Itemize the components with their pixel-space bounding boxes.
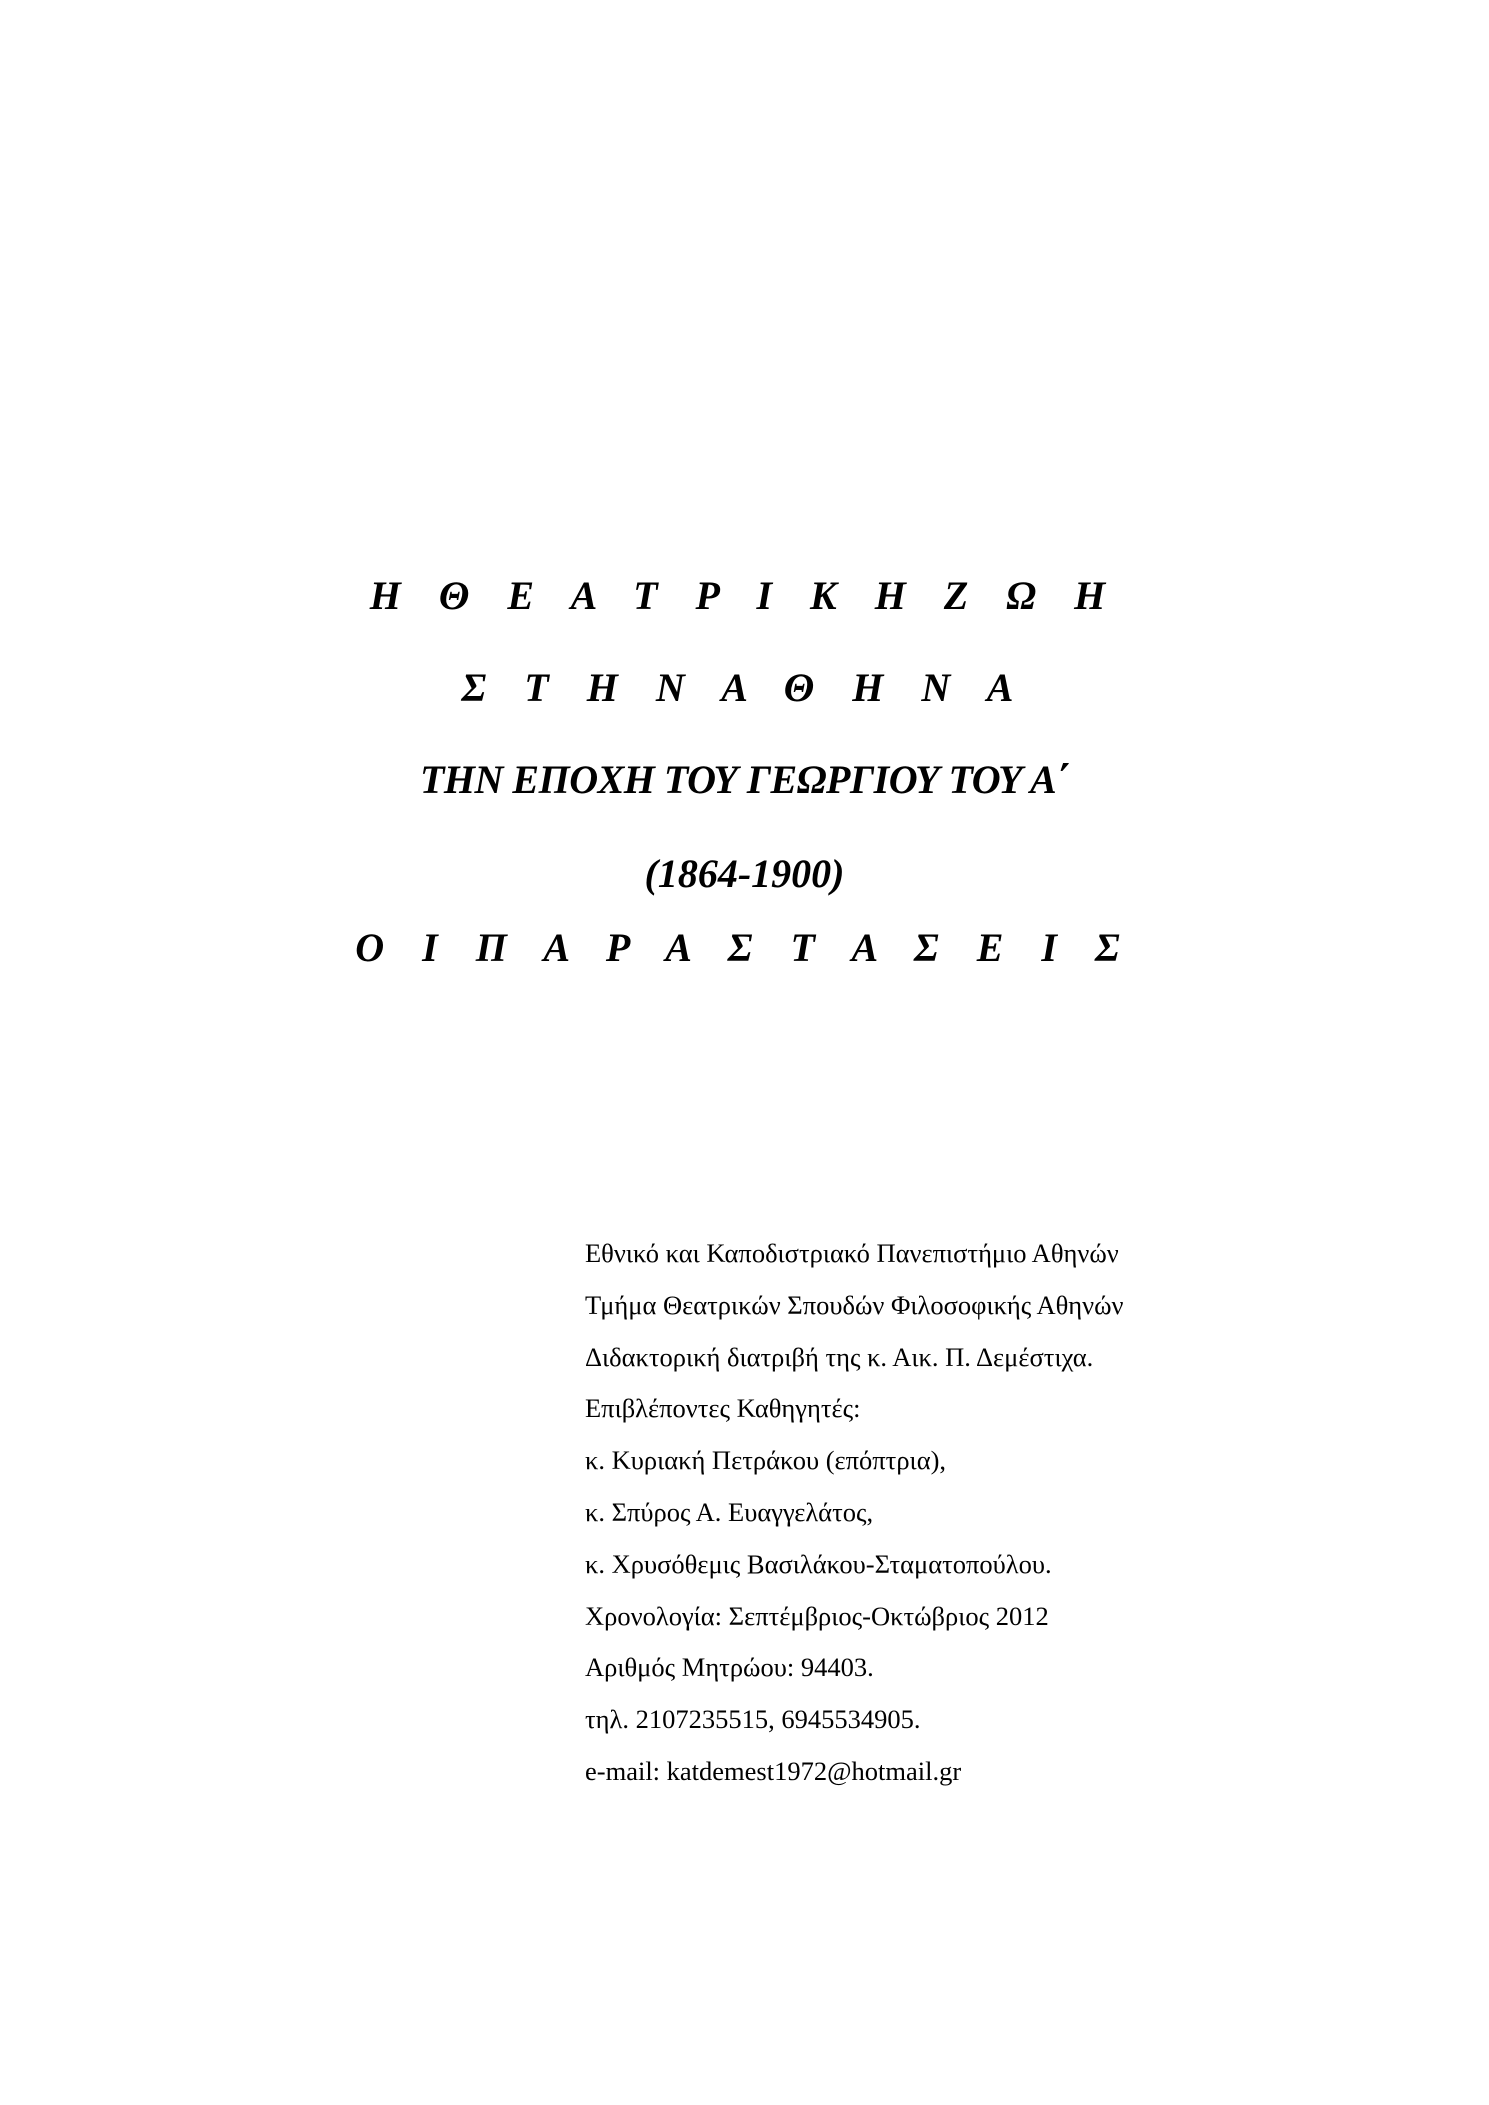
info-supervisor-2: κ. Σπύρος Α. Ευαγγελάτος, bbox=[585, 1496, 874, 1527]
info-thesis-author: Διδακτορική διατριβή της κ. Αικ. Π. Δεμέστιχα. bbox=[585, 1341, 1094, 1372]
info-registration-number: Αριθμός Μητρώου: 94403. bbox=[585, 1652, 874, 1683]
info-university: Εθνικό και Καποδιστριακό Πανεπιστήμιο Αθηνών bbox=[585, 1238, 1119, 1268]
info-supervisor-3: κ. Χρυσόθεμις Βασιλάκου-Σταματοπούλου. bbox=[585, 1548, 1052, 1579]
info-supervisors-heading: Επιβλέποντες Καθηγητές: bbox=[585, 1393, 861, 1424]
info-phone: τηλ. 2107235515, 6945534905. bbox=[585, 1704, 921, 1735]
title-line-2: Σ Τ Η Ν Α Θ Η Ν Α bbox=[461, 665, 1028, 710]
title-date-range: (1864-1900) bbox=[644, 851, 845, 896]
thesis-info-block bbox=[585, 1228, 1124, 1798]
title-line-3: ΤΗΝ ΕΠΟΧΗ ΤΟΥ ΓΕΩΡΓΙΟΥ ΤΟΥ Α΄ bbox=[419, 757, 1070, 802]
title-line-5: Ο Ι Π Α Ρ Α Σ Τ Α Σ Ε Ι Σ bbox=[355, 925, 1134, 970]
info-supervisor-1: κ. Κυριακή Πετράκου (επόπτρια), bbox=[585, 1445, 947, 1476]
title-line-1: Η Θ Ε Α Τ Ρ Ι Κ Η Ζ Ω Η bbox=[369, 573, 1120, 618]
info-date: Χρονολογία: Σεπτέμβριος-Οκτώβριος 2012 bbox=[585, 1600, 1049, 1631]
info-department: Τμήμα Θεατρικών Σπουδών Φιλοσοφικής Αθηνών bbox=[585, 1289, 1124, 1320]
info-email: e-mail: katdemest1972@hotmail.gr bbox=[585, 1755, 962, 1786]
